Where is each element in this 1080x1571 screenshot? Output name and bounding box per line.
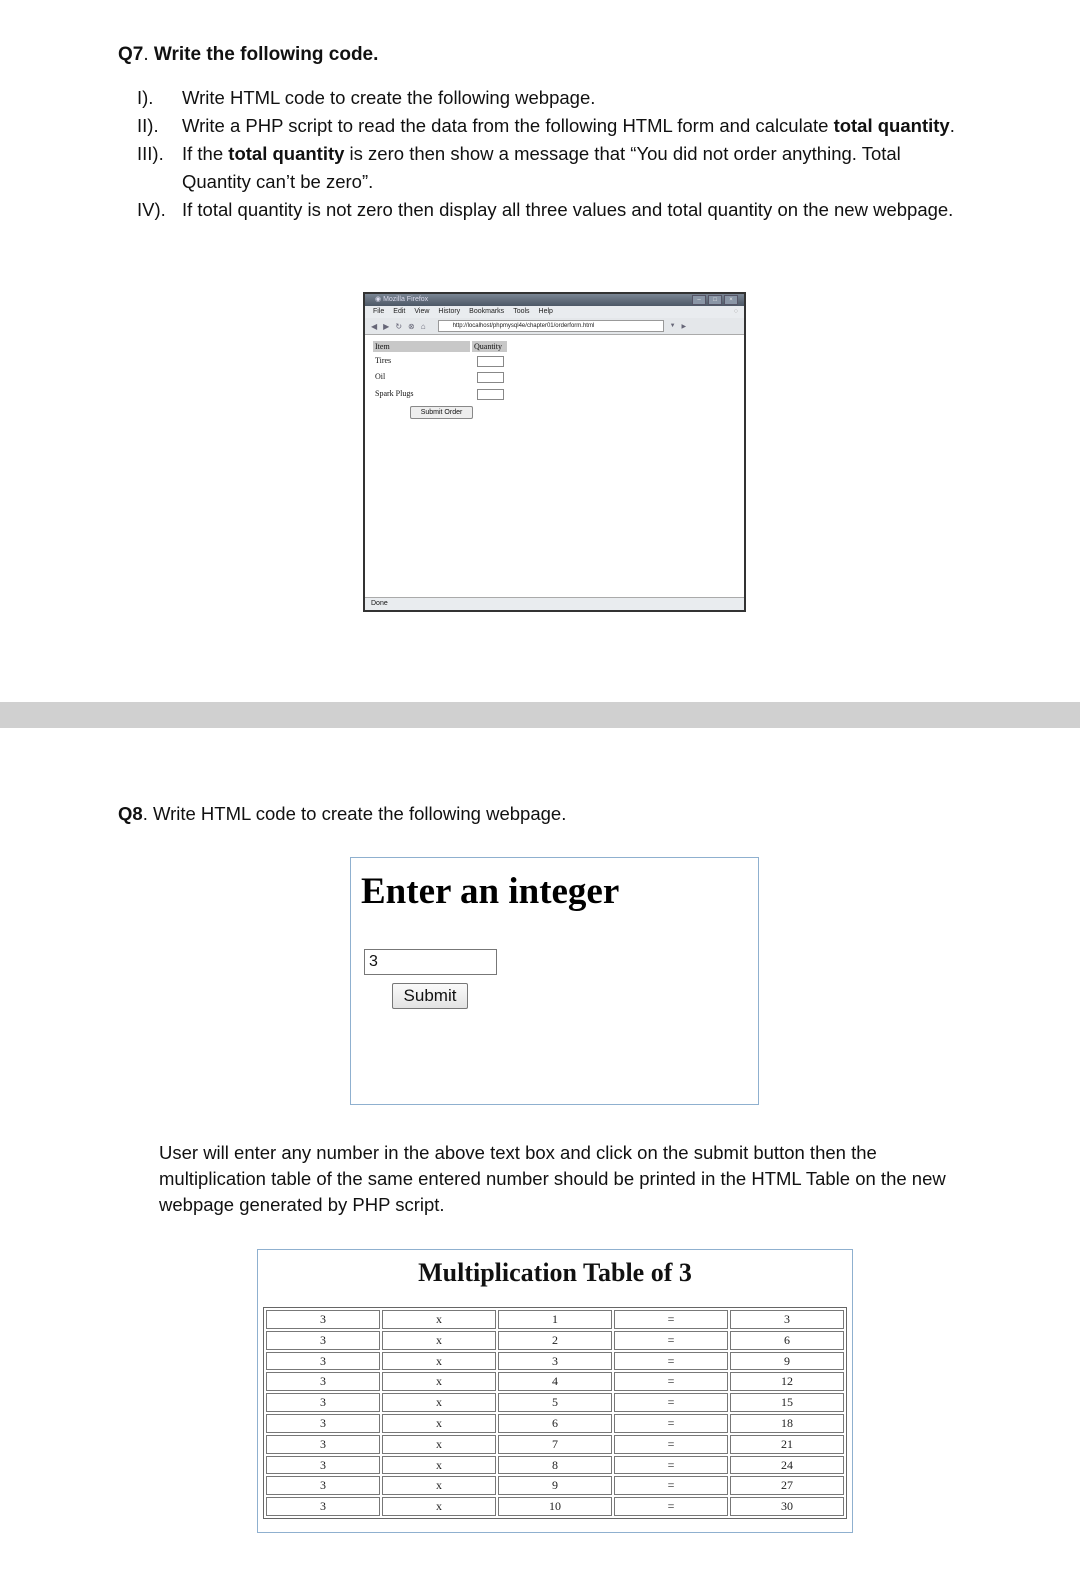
product-cell: 9 bbox=[730, 1352, 844, 1371]
equals-cell: = bbox=[614, 1476, 728, 1495]
menu-view[interactable]: View bbox=[414, 308, 430, 315]
operator-cell: x bbox=[382, 1456, 496, 1475]
order-form-page bbox=[365, 335, 744, 580]
operator-cell: x bbox=[382, 1435, 496, 1454]
quantity-input-spark-plugs[interactable] bbox=[477, 389, 504, 400]
integer-input[interactable]: 3 bbox=[364, 949, 497, 975]
menu-bookmarks[interactable]: Bookmarks bbox=[469, 308, 505, 315]
browser-nav-bar bbox=[365, 318, 744, 335]
menu-tools[interactable]: Tools bbox=[513, 308, 530, 315]
col-header-item: Item bbox=[373, 341, 470, 352]
multiplicand-cell: 3 bbox=[266, 1352, 380, 1371]
operator-cell: x bbox=[382, 1414, 496, 1433]
multiplicand-cell: 3 bbox=[266, 1310, 380, 1329]
page-divider bbox=[0, 702, 1080, 728]
equals-cell: = bbox=[614, 1393, 728, 1412]
product-cell: 6 bbox=[730, 1331, 844, 1350]
q7-item-text: If total quantity is not zero then display all three values and total quantity on the new webpage. bbox=[182, 199, 954, 220]
product-cell: 24 bbox=[730, 1456, 844, 1475]
q8-title: . Write HTML code to create the following webpage. bbox=[142, 803, 567, 824]
url-bar[interactable]: http://localhost/phpmysql4e/chapter01/orderform.html bbox=[438, 320, 664, 332]
q7-task-list bbox=[137, 84, 967, 224]
equals-cell: = bbox=[614, 1310, 728, 1329]
menu-file[interactable]: File bbox=[373, 308, 385, 315]
multiplication-table bbox=[263, 1307, 847, 1519]
table-row bbox=[265, 1434, 845, 1455]
q7-item-text-end: . bbox=[949, 115, 955, 136]
operator-cell: x bbox=[382, 1310, 496, 1329]
q7-title: Write the following code. bbox=[153, 44, 379, 65]
table-title: Multiplication Table of 3 bbox=[418, 1258, 692, 1287]
multiplier-cell: 2 bbox=[498, 1331, 612, 1350]
quantity-input-oil[interactable] bbox=[477, 372, 504, 383]
product-cell: 30 bbox=[730, 1497, 844, 1516]
minimize-icon[interactable]: – bbox=[692, 295, 706, 305]
multiplicand-cell: 3 bbox=[266, 1393, 380, 1412]
operator-cell: x bbox=[382, 1476, 496, 1495]
menu-history[interactable]: History bbox=[438, 308, 461, 315]
throbber-icon: ○ bbox=[733, 308, 738, 315]
equals-cell: = bbox=[614, 1331, 728, 1350]
multiplier-cell: 1 bbox=[498, 1310, 612, 1329]
firefox-icon: ◉ bbox=[375, 296, 382, 303]
q7-item-text: If the bbox=[182, 143, 229, 164]
equals-cell: = bbox=[614, 1372, 728, 1391]
table-row bbox=[265, 1455, 845, 1476]
browser-menu-bar bbox=[365, 306, 744, 318]
operator-cell: x bbox=[382, 1331, 496, 1350]
operator-cell: x bbox=[382, 1352, 496, 1371]
menu-edit[interactable]: Edit bbox=[393, 308, 406, 315]
forward-icon[interactable]: ▶ bbox=[383, 321, 390, 331]
q7-item-bold: total quantity bbox=[833, 115, 950, 136]
multiplier-cell: 6 bbox=[498, 1414, 612, 1433]
maximize-icon[interactable]: □ bbox=[708, 295, 722, 305]
q7-label: Q7 bbox=[118, 44, 144, 65]
equals-cell: = bbox=[614, 1456, 728, 1475]
form-heading: Enter an integer bbox=[361, 871, 620, 912]
product-cell: 15 bbox=[730, 1393, 844, 1412]
multiplicand-cell: 3 bbox=[266, 1497, 380, 1516]
multiplier-cell: 4 bbox=[498, 1372, 612, 1391]
q7-item-2 bbox=[137, 112, 967, 140]
menu-help[interactable]: Help bbox=[538, 308, 553, 315]
multiplier-cell: 3 bbox=[498, 1352, 612, 1371]
integer-form-screenshot bbox=[350, 857, 759, 1105]
q7-item-text: Write HTML code to create the following webpage. bbox=[182, 87, 596, 108]
multiplier-cell: 7 bbox=[498, 1435, 612, 1454]
multiplicand-cell: 3 bbox=[266, 1372, 380, 1391]
q7-item-4 bbox=[137, 196, 967, 224]
multiplier-cell: 8 bbox=[498, 1456, 612, 1475]
q7-heading bbox=[118, 44, 378, 66]
operator-cell: x bbox=[382, 1497, 496, 1516]
multiplicand-cell: 3 bbox=[266, 1456, 380, 1475]
go-icon[interactable]: ▶ bbox=[681, 323, 687, 330]
product-cell: 3 bbox=[730, 1310, 844, 1329]
back-icon[interactable]: ◀ bbox=[371, 321, 378, 331]
browser-title: Mozilla Firefox bbox=[383, 296, 429, 303]
q7-item-text: Write a PHP script to read the data from the following HTML form and calculate bbox=[182, 115, 834, 136]
operator-cell: x bbox=[382, 1372, 496, 1391]
q8-heading bbox=[118, 803, 566, 825]
table-row bbox=[265, 1413, 845, 1434]
firefox-window-screenshot bbox=[363, 292, 746, 612]
table-row bbox=[265, 1496, 845, 1517]
window-controls bbox=[692, 295, 738, 304]
operator-cell: x bbox=[382, 1393, 496, 1412]
col-header-quantity: Quantity bbox=[472, 341, 507, 352]
q7-item-number: III). bbox=[137, 143, 164, 164]
submit-button[interactable]: Submit bbox=[392, 983, 468, 1009]
product-cell: 12 bbox=[730, 1372, 844, 1391]
table-row bbox=[265, 1351, 845, 1372]
multiplier-cell: 10 bbox=[498, 1497, 612, 1516]
q7-item-number: I). bbox=[137, 87, 154, 108]
equals-cell: = bbox=[614, 1414, 728, 1433]
table-row bbox=[265, 1475, 845, 1496]
q7-item-number: II). bbox=[137, 115, 159, 136]
q7-separator: . bbox=[143, 44, 154, 65]
equals-cell: = bbox=[614, 1497, 728, 1516]
table-row bbox=[265, 1330, 845, 1351]
multiplication-table-screenshot bbox=[257, 1249, 853, 1533]
multiplicand-cell: 3 bbox=[266, 1331, 380, 1350]
equals-cell: = bbox=[614, 1352, 728, 1371]
close-icon[interactable]: × bbox=[724, 295, 738, 305]
q7-item-bold: total quantity bbox=[228, 143, 345, 164]
table-row bbox=[265, 1392, 845, 1413]
home-icon[interactable]: ⌂ bbox=[420, 321, 426, 331]
multiplier-cell: 5 bbox=[498, 1393, 612, 1412]
table-row bbox=[265, 1371, 845, 1392]
multiplicand-cell: 3 bbox=[266, 1435, 380, 1454]
q8-description: User will enter any number in the above text box and click on the submit button then the multiplication table of the same entered number should be printed in the HTML Table on the new webpage generated by PHP script. bbox=[159, 1142, 946, 1215]
row-label-spark-plugs: Spark Plugs bbox=[375, 389, 414, 398]
multiplier-cell: 9 bbox=[498, 1476, 612, 1495]
product-cell: 18 bbox=[730, 1414, 844, 1433]
row-label-tires: Tires bbox=[375, 356, 392, 365]
table-row bbox=[265, 1309, 845, 1330]
row-label-oil: Oil bbox=[375, 372, 386, 381]
submit-order-button[interactable]: Submit Order bbox=[410, 406, 473, 419]
q7-item-3 bbox=[137, 140, 967, 196]
reload-icon[interactable]: ↻ bbox=[395, 321, 403, 331]
multiplicand-cell: 3 bbox=[266, 1476, 380, 1495]
quantity-input-tires[interactable] bbox=[477, 356, 504, 367]
q7-item-1 bbox=[137, 84, 967, 112]
browser-title-bar bbox=[365, 294, 744, 306]
stop-icon[interactable]: ⊗ bbox=[408, 321, 415, 331]
equals-cell: = bbox=[614, 1435, 728, 1454]
q8-label: Q8 bbox=[118, 803, 143, 824]
product-cell: 21 bbox=[730, 1435, 844, 1454]
dropdown-icon[interactable]: ▼ bbox=[669, 323, 676, 329]
q7-item-number: IV). bbox=[137, 199, 166, 220]
q7-item-text-end: is zero then show a message that “You did not order anything. Total Quantity can’t be zero”. bbox=[182, 143, 901, 192]
product-cell: 27 bbox=[730, 1476, 844, 1495]
multiplicand-cell: 3 bbox=[266, 1414, 380, 1433]
status-bar: Done bbox=[365, 597, 744, 610]
